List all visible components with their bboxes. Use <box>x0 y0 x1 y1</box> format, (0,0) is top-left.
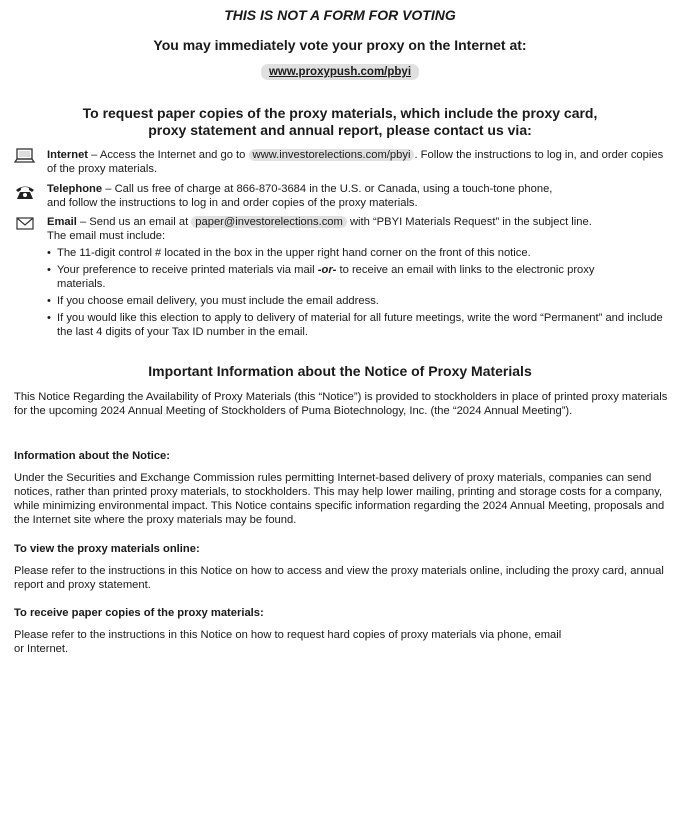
email-post: with “PBYI Materials Request” in the subject line. <box>346 216 592 228</box>
email-text <box>47 215 672 342</box>
paper-copies-text <box>14 628 669 656</box>
internet-text <box>47 148 672 176</box>
telephone-label: Telephone <box>47 183 103 195</box>
paper-copies-heading: To receive paper copies of the proxy materials: <box>14 607 264 619</box>
email-line1 <box>47 215 672 229</box>
vote-url-row <box>0 64 680 80</box>
contact-internet <box>14 148 664 178</box>
paper-request-heading-line2: proxy statement and annual report, please contact us via: <box>148 122 532 138</box>
telephone-line1-text: – Call us free of charge at 866-870-3684 in the U.S. or Canada, using a touch-tone phone, <box>102 183 553 195</box>
email-pre: – Send us an email at <box>76 216 192 228</box>
vote-url-link[interactable]: www.proxypush.com/pbyi <box>261 64 419 80</box>
email-requirements-list <box>47 246 672 339</box>
paper-copies-line1: Please refer to the instructions in this Notice on how to request hard copies of proxy materials via phone, email <box>14 629 562 641</box>
paper-copies-line2: or Internet. <box>14 643 69 655</box>
info-notice-text: Under the Securities and Exchange Commission rules permitting Internet-based delivery of proxy materials, companies can send notices, rather than printed proxy materials, to stockholders. This may help lower mailing, printing and storage costs for a company, while minimizing environmental impact. This Notice contains specific information regarding the 2024 Annual Meeting, proposals and the Internet site where the proxy materials may be found. <box>14 472 665 526</box>
bullet2-pre: Your preference to receive printed materials via mail <box>57 264 318 276</box>
telephone-text <box>47 182 672 210</box>
telephone-line2: and follow the instructions to log in and order copies of the proxy materials. <box>47 197 418 209</box>
paper-request-heading-line1: To request paper copies of the proxy materials, which include the proxy card, <box>82 105 598 121</box>
list-item: • If you choose email delivery, you must include the email address. <box>47 294 672 308</box>
email-label: Email <box>47 216 77 228</box>
not-for-voting-heading: THIS IS NOT A FORM FOR VOTING <box>224 7 456 23</box>
internet-post: . Follow the instructions to log in, and order copies of the proxy materials. <box>47 149 664 175</box>
vote-internet-heading: You may immediately vote your proxy on the Internet at: <box>153 37 527 53</box>
important-intro: This Notice Regarding the Availability of Proxy Materials (this “Notice”) is provided to stockholders in place of printed proxy materials for the upcoming 2024 Annual Meeting of Stockholders of Puma Biotechnology, Inc. (the “2024 Annual Meeting”). <box>14 391 668 417</box>
envelope-icon <box>14 216 36 232</box>
list-item <box>47 263 672 291</box>
internet-label: Internet <box>47 149 89 161</box>
telephone-icon <box>14 184 36 200</box>
email-must-include: The email must include: <box>47 230 166 242</box>
internet-pre: – Access the Internet and go to <box>88 149 249 161</box>
list-item: • The 11-digit control # located in the box in the upper right hand corner on the front of this notice. <box>47 246 672 260</box>
paper-request-heading <box>0 105 680 139</box>
bullet2-post: to receive an email with links to the electronic proxy materials. <box>57 264 595 290</box>
investorelections-link[interactable]: www.investorelections.com/pbyi <box>249 149 415 161</box>
bullet2-or: -or- <box>317 264 337 276</box>
contact-email <box>14 215 664 340</box>
view-online-text: Please refer to the instructions in this Notice on how to access and view the proxy materials online, including the proxy card, annual report and proxy statement. <box>14 565 664 591</box>
computer-icon <box>14 148 36 164</box>
list-item: • If you would like this election to apply to delivery of material for all future meetings, write the word “Permanent” and include the last 4 digits of your Tax ID number in the email. <box>47 311 672 339</box>
important-info-heading: Important Information about the Notice of Proxy Materials <box>148 363 532 379</box>
info-notice-heading: Information about the Notice: <box>14 450 170 462</box>
contact-telephone <box>14 182 664 212</box>
telephone-line1 <box>47 182 672 196</box>
email-address-link[interactable]: paper@investorelections.com <box>191 216 347 228</box>
view-online-heading: To view the proxy materials online: <box>14 543 200 555</box>
